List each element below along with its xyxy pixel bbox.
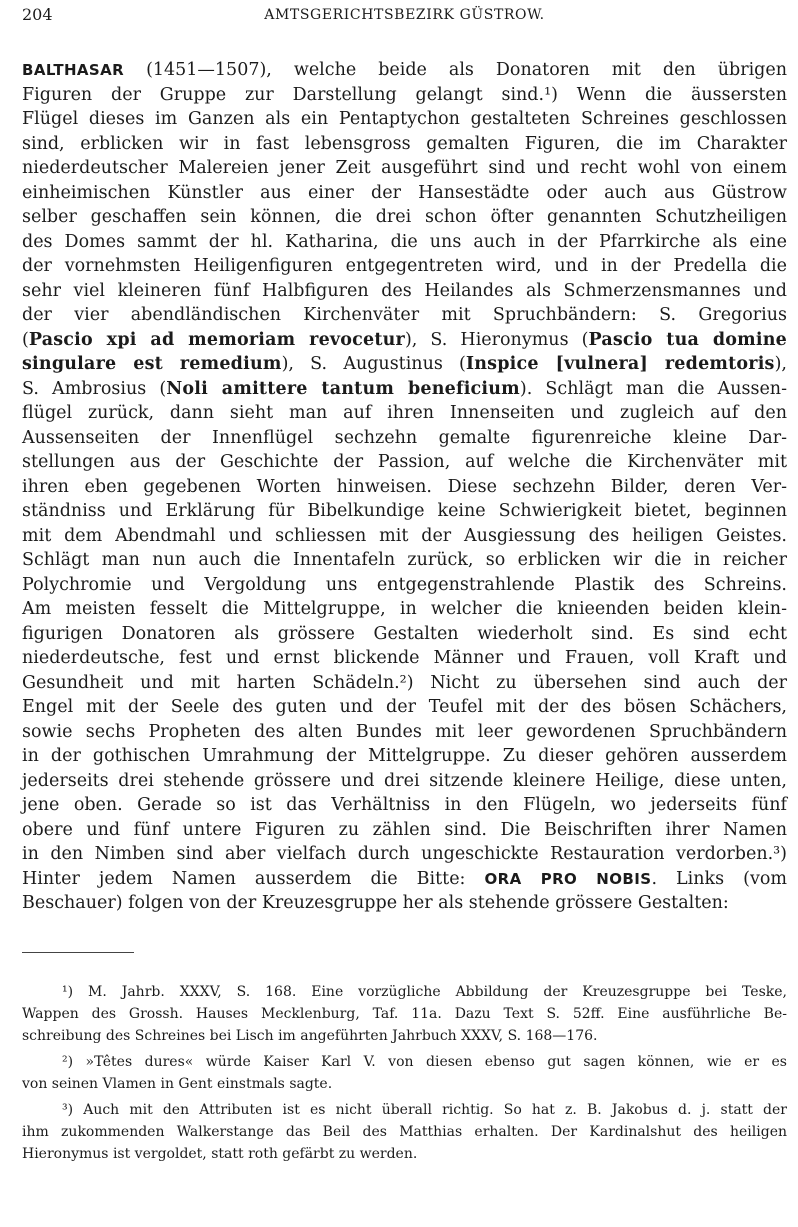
text-line: mit dem Abendmahl und schliessen mit der Ausgiessung des heiligen Geistes. [22,525,787,546]
text-line: Aussenseiten der Innenflügel sechzehn gemalte figurenreiche kleine Dar- [22,427,787,448]
text-line: jederseits drei stehende grössere und drei sitzende kleinere Heilige, diese unten, [22,770,787,791]
inscription-gregorius: Pascio xpi ad memoriam revocetur [28,329,405,350]
text-line: (Pascio xpi ad memoriam revocetur), S. Hieronymus (Pascio tua domine [22,329,787,350]
text-line: der vier abendländischen Kirchenväter mit Spruchbändern: S. Gregorius [22,305,787,325]
text-line: Flügel dieses im Ganzen als ein Pentaptychon gestalteten Schreines geschlossen [22,109,787,129]
text-line: Am meisten fesselt die Mittelgruppe, in welcher die knieenden beiden klein- [22,599,787,619]
inscription-hieronymus-a: Pascio tua domine [588,329,787,350]
footnote-divider [22,952,134,953]
footnote-2: ²) »Têtes dures« würde Kaiser Karl V. von diesen ebenso gut sagen können, wie er es von seinen Vlamen in Gent einstmals sagte. [22,1053,787,1092]
text-line: Hinter jedem Namen ausserdem die Bitte: ORA PRO NOBIS. Links (vom [22,868,787,889]
text-line: Polychromie und Vergoldung uns entgegenstrahlende Plastik des Schreins. [22,574,787,595]
text-line: jene oben. Gerade so ist das Verhältniss in den Flügeln, wo jederseits fünf [22,795,787,815]
text-line: Engel mit der Seele des guten und der Teufel mit der des bösen Schächers, [22,697,787,717]
text-line: S. Ambrosius (Noli amittere tantum beneficium). Schlägt man die Aussen- [22,378,787,399]
text-line: sind, erblicken wir in fast lebensgross gemalten Figuren, die im Charakter [22,133,787,154]
text-line: obere und fünf untere Figuren zu zählen sind. Die Beischriften ihrer Namen [22,819,787,840]
name-balthasar: BALTHASAR [22,61,125,79]
text-line: des Domes sammt der hl. Katharina, die uns auch in der Pfarrkirche als eine [22,231,787,252]
text-line: der vornehmsten Heiligenfiguren entgegentreten wird, und in der Predella die [22,256,787,276]
text-line: flügel zurück, dann sieht man auf ihren Innenseiten und zugleich auf den [22,403,787,423]
page-number: 204 [22,5,53,24]
text-line: in den Nimben sind aber vielfach durch ungeschickte Restauration verdorben.³) [22,844,787,864]
text-line: BALTHASAR (1451—1507), welche beide als Donatoren mit den übrigen [22,60,787,80]
running-head: AMTSGERICHTSBEZIRK GÜSTROW. [264,7,545,23]
text-line: einheimischen Künstler aus einer der Hansestädte oder auch aus Güstrow [22,182,787,203]
footnotes [22,981,787,1165]
body-text [22,58,787,916]
text-line: Figuren der Gruppe zur Darstellung gelangt sind.¹) Wenn die äussersten [22,84,787,105]
text-line: niederdeutsche, fest und ernst blickende Männer und Frauen, voll Kraft und [22,648,787,668]
text-line: singulare est remedium), S. Augustinus (Inspice [vulnera] redemtoris), [22,354,787,374]
inscription-ambrosius: Noli amittere tantum beneficium [166,378,520,399]
text-line: Gesundheit und mit harten Schädeln.²) Nicht zu übersehen sind auch der [22,672,787,693]
phrase-ora-pro-nobis: ORA PRO NOBIS [484,869,652,888]
text-line: sehr viel kleineren fünf Halbfiguren des Heilandes als Schmerzensmannes und [22,280,787,301]
inscription-augustinus: Inspice [vulnera] redemtoris [465,354,775,374]
text-line: selber geschaffen sein können, die drei schon öfter genannten Schutzheiligen [22,207,787,227]
text-line: Beschauer) folgen von der Kreuzesgruppe her als stehende grössere Gestalten: [22,893,729,913]
text-line: ständniss und Erklärung für Bibelkundige keine Schwierigkeit bietet, beginnen [22,501,787,521]
text-line: ihren eben gegebenen Worten hinweisen. Diese sechzehn Bilder, deren Ver- [22,476,787,497]
footnote-1: ¹) M. Jahrb. XXXV, S. 168. Eine vorzügliche Abbildung der Kreuzesgruppe bei Teske, Wappen des Grossh. Hauses Mecklenburg, Taf. 11a. Dazu Text S. 52ff. Eine ausführliche Be- schreibung des Schreines bei Lisch im angeführten Jahrbuch XXXV, S. 168—176. [22,983,787,1044]
inscription-hieronymus-b: singulare est remedium [22,354,282,374]
footnote-3: ³) Auch mit den Attributen ist es nicht überall richtig. So hat z. B. Jakobus d. j. statt der ihm zukommenden Walkerstange das Beil des Matthias erhalten. Der Kardinalshut des heiligen Hieronymus ist vergoldet, statt roth gefärbt zu werden. [22,1101,787,1162]
text-line: stellungen aus der Geschichte der Passion, auf welche die Kirchenväter mit [22,452,787,472]
text-line: niederdeutscher Malereien jener Zeit ausgeführt sind und recht wohl von einem [22,158,787,178]
text-line: figurigen Donatoren als grössere Gestalten wiederholt sind. Es sind echt [22,623,787,644]
text-line: in der gothischen Umrahmung der Mittelgruppe. Zu dieser gehören ausserdem [22,746,787,766]
text-line: sowie sechs Propheten des alten Bundes mit leer gewordenen Spruchbändern [22,721,787,742]
text-line: Schlägt man nun auch die Innentafeln zurück, so erblicken wir die in reicher [22,550,787,570]
page-header [22,0,787,38]
